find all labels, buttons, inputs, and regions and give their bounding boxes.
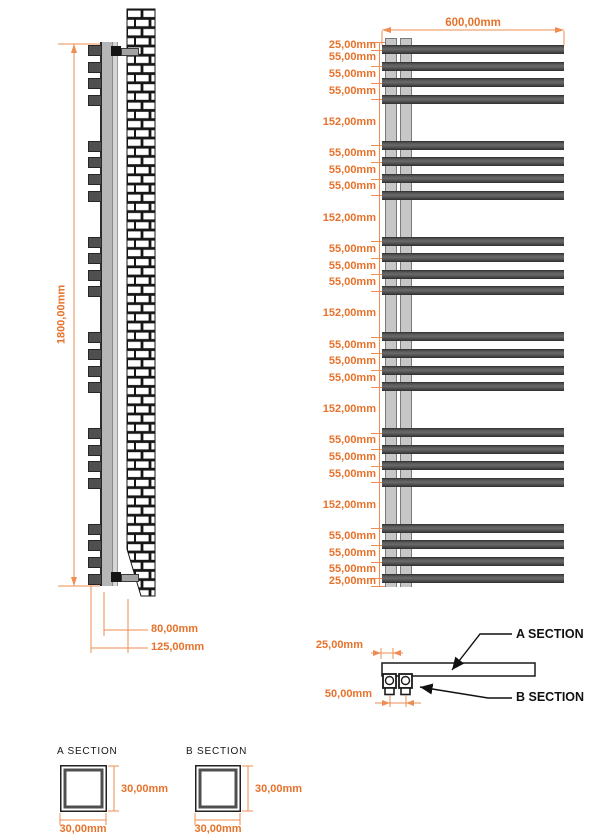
plan-a-section-callout: A SECTION (516, 627, 584, 641)
front-segment-label: 25,00mm (328, 39, 376, 52)
front-segment-label: 55,00mm (328, 276, 376, 289)
front-segment-label: 55,00mm (328, 451, 376, 463)
front-segment-label: 55,00mm (328, 434, 376, 447)
front-segment-label: 152,00mm (322, 115, 376, 128)
side-height-label: 1800,00mm (55, 284, 68, 345)
front-view-tube-right (400, 38, 412, 587)
side-view-bar-end (88, 524, 102, 535)
front-view-bar (382, 445, 564, 454)
front-segment-label: 55,00mm (328, 338, 376, 351)
section-a-title: A SECTION (57, 746, 118, 757)
front-view-tube-left (385, 38, 397, 587)
front-segment-label: 55,00mm (328, 371, 376, 384)
front-view-bar (382, 428, 564, 437)
front-view-bar (382, 157, 564, 166)
front-segment-label: 152,00mm (322, 307, 376, 320)
front-segment-label: 55,00mm (328, 163, 376, 176)
front-view-bar (382, 95, 564, 104)
front-view-bar (382, 78, 564, 87)
side-view-bar-end (88, 286, 102, 297)
side-view-bar-end (88, 45, 102, 56)
front-view-bar (382, 461, 564, 470)
front-view-bar (382, 253, 564, 262)
front-view-bar (382, 62, 564, 71)
side-view-bar-end (88, 270, 102, 281)
side-view-bar-end (88, 428, 102, 439)
front-view-bar (382, 349, 564, 358)
front-dimension-chain-line (379, 42, 380, 586)
front-segment-label: 152,00mm (322, 403, 376, 416)
front-segment-label: 55,00mm (328, 355, 376, 368)
front-view-bar (382, 524, 564, 533)
side-total-depth-label: 125,00mm (151, 641, 205, 653)
plan-view-shapes (382, 663, 535, 695)
front-segment-label: 152,00mm (322, 211, 376, 224)
side-view-bar-end (88, 332, 102, 343)
wall-bracket-bottom-arm (121, 574, 139, 582)
front-segment-label: 55,00mm (328, 68, 376, 81)
front-view-bar (382, 270, 564, 279)
front-view-bar (382, 141, 564, 150)
front-view-bar (382, 237, 564, 246)
side-view-bar-end (88, 78, 102, 89)
front-segment-label: 55,00mm (328, 242, 376, 255)
front-view-bar (382, 557, 564, 566)
front-segment-label: 55,00mm (328, 563, 376, 576)
section-b-width-label: 30,00mm (194, 823, 242, 835)
plan-b-section-callout: B SECTION (516, 690, 585, 704)
side-view-bar-end (88, 95, 102, 106)
wall-bracket-top-arm (121, 48, 139, 56)
section-a-detail (60, 766, 119, 825)
front-segment-label: 55,00mm (328, 51, 376, 64)
front-view-bar (382, 174, 564, 183)
side-view-bar-end (88, 157, 102, 168)
side-view-bar-end (88, 445, 102, 456)
front-view-bar (382, 45, 564, 54)
section-a-width-label: 30,00mm (59, 823, 107, 835)
side-view-bar-end (88, 349, 102, 360)
front-segment-label: 55,00mm (328, 180, 376, 193)
side-view-bar-end (88, 540, 102, 551)
front-segment-label: 25,00mm (328, 575, 376, 588)
side-view-bar-end (88, 141, 102, 152)
side-view-bar-end (88, 253, 102, 264)
side-view-bar-end (88, 557, 102, 568)
front-view-bar (382, 332, 564, 341)
front-segment-label: 55,00mm (328, 147, 376, 160)
front-segment-label: 152,00mm (322, 498, 376, 511)
side-view-rear-tube-edge (113, 42, 118, 586)
front-view-bar (382, 540, 564, 549)
section-a-height-label: 30,00mm (121, 783, 169, 795)
section-b-detail (195, 766, 253, 825)
side-view-bar-end (88, 366, 102, 377)
front-segment-label: 55,00mm (328, 84, 376, 97)
side-view-bar-end (88, 174, 102, 185)
side-depth-dimensions (91, 586, 148, 653)
front-width-label: 600,00mm (445, 17, 501, 29)
side-view-vertical-tube (100, 42, 113, 586)
side-view-bar-end (88, 382, 102, 393)
side-view-bar-end (88, 461, 102, 472)
front-view-bar (382, 478, 564, 487)
front-view-bar (382, 286, 564, 295)
front-view-bar (382, 382, 564, 391)
section-b-title: B SECTION (186, 746, 248, 757)
front-segment-label: 55,00mm (328, 467, 376, 480)
wall-bracket-bottom (111, 572, 121, 582)
side-bracket-depth-label: 80,00mm (151, 623, 199, 635)
side-view-bar-end (88, 191, 102, 202)
side-view-bar-end (88, 237, 102, 248)
section-b-height-label: 30,00mm (255, 783, 303, 795)
wall-brick-pattern (127, 9, 155, 596)
side-view-bar-end (88, 62, 102, 73)
side-view-bar-end (88, 478, 102, 489)
front-segment-label: 55,00mm (328, 530, 376, 543)
front-view-bar (382, 574, 564, 583)
side-view-bar-end (88, 574, 102, 585)
wall-bracket-top (111, 46, 121, 56)
plan-end-offset-label: 25,00mm (315, 639, 363, 651)
front-view-bar (382, 191, 564, 200)
front-segment-label: 55,00mm (328, 546, 376, 559)
plan-tube-spacing-label: 50,00mm (324, 688, 372, 700)
front-view-bar (382, 366, 564, 375)
front-segment-label: 55,00mm (328, 259, 376, 272)
